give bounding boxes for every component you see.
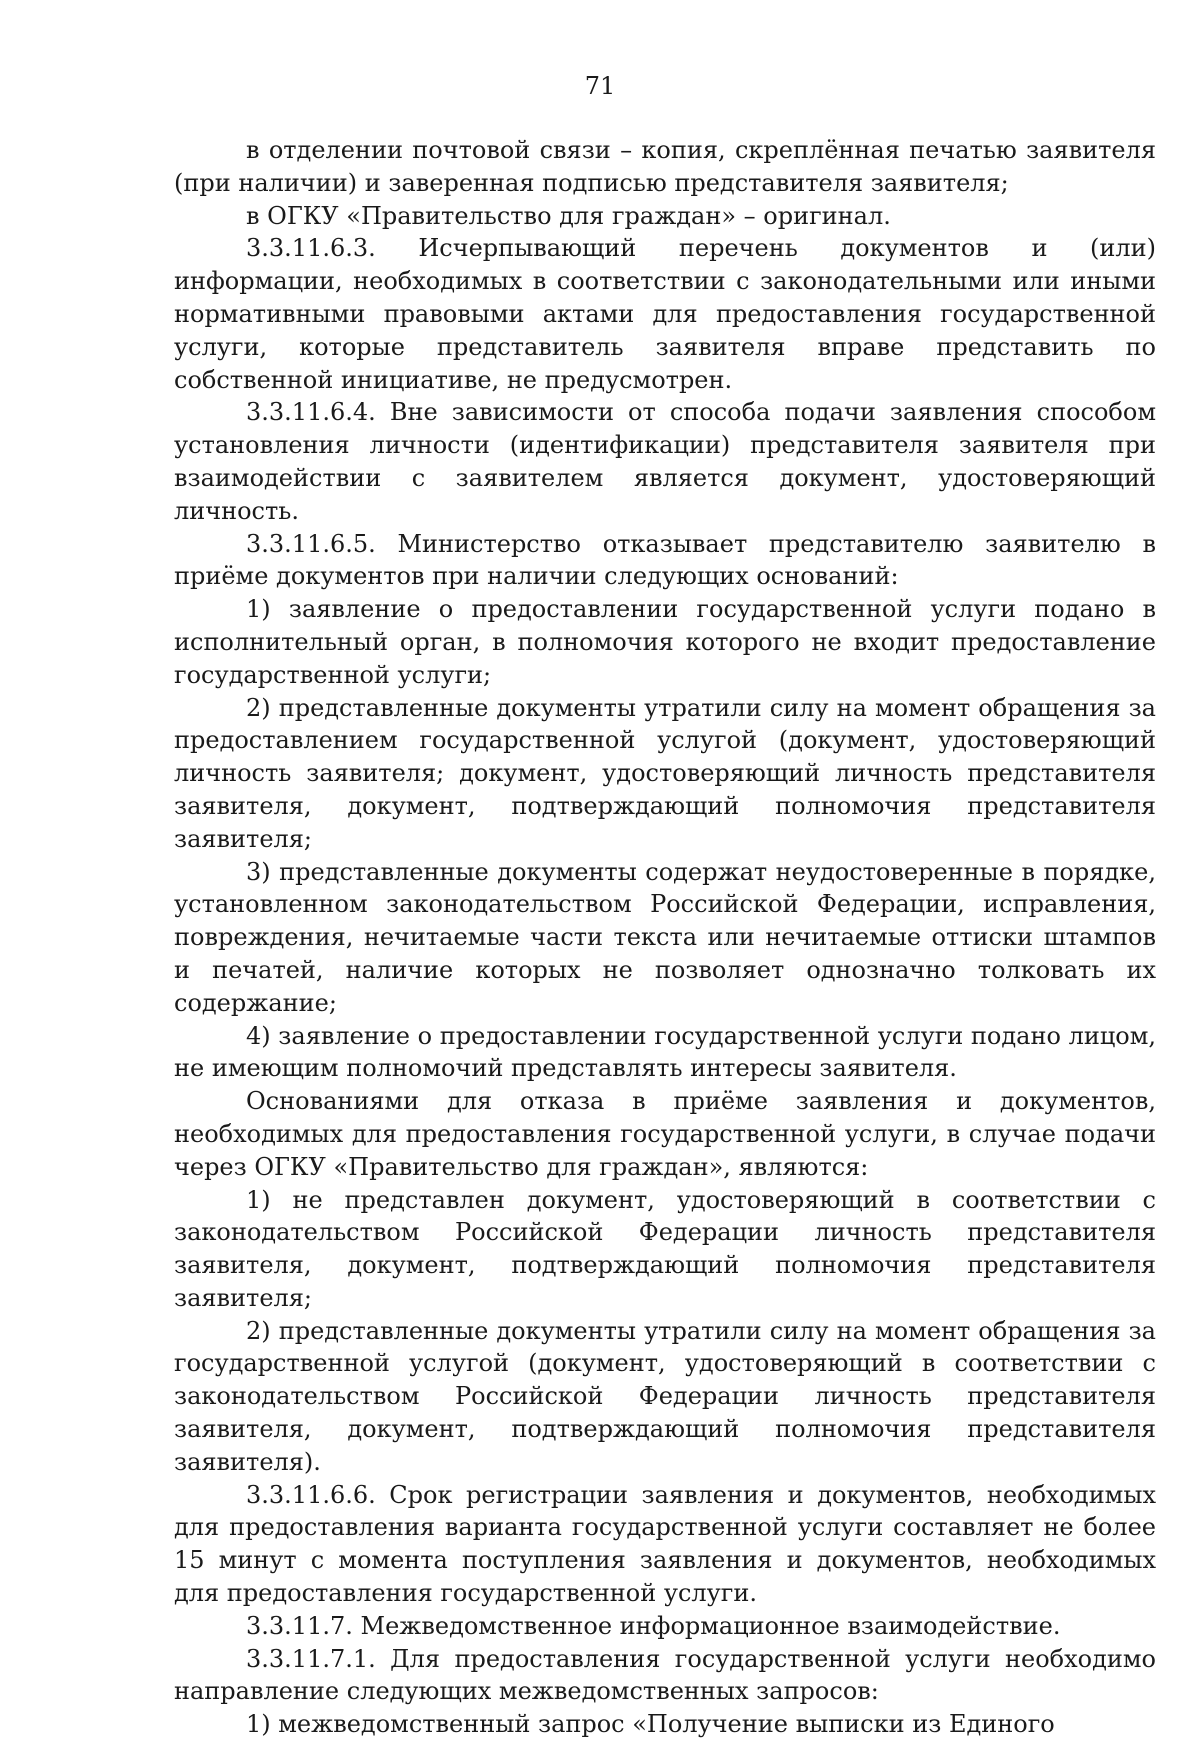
- paragraph: 3.3.11.6.5. Министерство отказывает представителю заявителю в приёме документов при наличии следующих оснований:: [174, 529, 1156, 591]
- paragraph: 3.3.11.6.6. Срок регистрации заявления и документов, необходимых для предоставления варианта государственной услуги составляет не более 15 минут с момента поступления заявления и документов, необходимых для предоставления государственной услуги.: [174, 1480, 1156, 1608]
- page-number: 71: [584, 72, 616, 100]
- list-item: 1) заявление о предоставлении государственной услуги подано в исполнительный орган, в полномочия которого не входит предоставление государственной услуги;: [174, 595, 1156, 689]
- list-item: 2) представленные документы утратили силу на момент обращения за предоставлением государственной услугой (документ, удостоверяющий личность заявителя; документ, удостоверяющий личность представителя заявителя, документ, подтверждающий полномочия представителя заявителя;: [174, 693, 1156, 853]
- paragraph: 3.3.11.7. Межведомственное информационное взаимодействие.: [246, 1611, 1061, 1640]
- list-item: 3) представленные документы содержат неудостоверенные в порядке, установленном законодательством Российской Федерации, исправления, повреждения, нечитаемые части текста или нечитаемые оттиски штампов и печатей, наличие которых не позволяет однозначно толковать их содержание;: [174, 857, 1156, 1017]
- list-item: 4) заявление о предоставлении государственной услуги подано лицом, не имеющим полномочий представлять интересы заявителя.: [174, 1021, 1156, 1083]
- paragraph: 3.3.11.7.1. Для предоставления государственной услуги необходимо направление следующих межведомственных запросов:: [174, 1644, 1156, 1706]
- paragraph: 3.3.11.6.4. Вне зависимости от способа подачи заявления способом установления личности (идентификации) представителя заявителя при взаимодействии с заявителем является документ, удостоверяющий личность.: [174, 398, 1156, 525]
- list-item: 1) не представлен документ, удостоверяющий в соответствии с законодательством Российской Федерации личность представителя заявителя, документ, подтверждающий полномочия представителя заявителя;: [174, 1185, 1156, 1312]
- paragraph: в отделении почтовой связи – копия, скреплённая печатью заявителя (при наличии) и заверенная подписью представителя заявителя;: [174, 136, 1156, 197]
- list-item: 2) представленные документы утратили силу на момент обращения за государственной услугой (документ, удостоверяющий в соответствии с законодательством Российской Федерации личность представителя заявителя, документ, подтверждающий полномочия представителя заявителя).: [174, 1316, 1156, 1476]
- paragraph: 3.3.11.6.3. Исчерпывающий перечень документов и (или) информации, необходимых в соответствии с законодательными или иными нормативными правовыми актами для предоставления государственной услуги, которые представитель заявителя вправе представить по собственной инициативе, не предусмотрен.: [174, 234, 1156, 394]
- paragraph: Основаниями для отказа в приёме заявления и документов, необходимых для предоставления государственной услуги, в случае подачи через ОГКУ «Правительство для граждан», являются:: [174, 1087, 1156, 1181]
- document-body: [174, 134, 1156, 1741]
- paragraph: в ОГКУ «Правительство для граждан» – оригинал.: [246, 201, 891, 230]
- list-item: 1) межведомственный запрос «Получение выписки из Единого: [246, 1710, 1055, 1739]
